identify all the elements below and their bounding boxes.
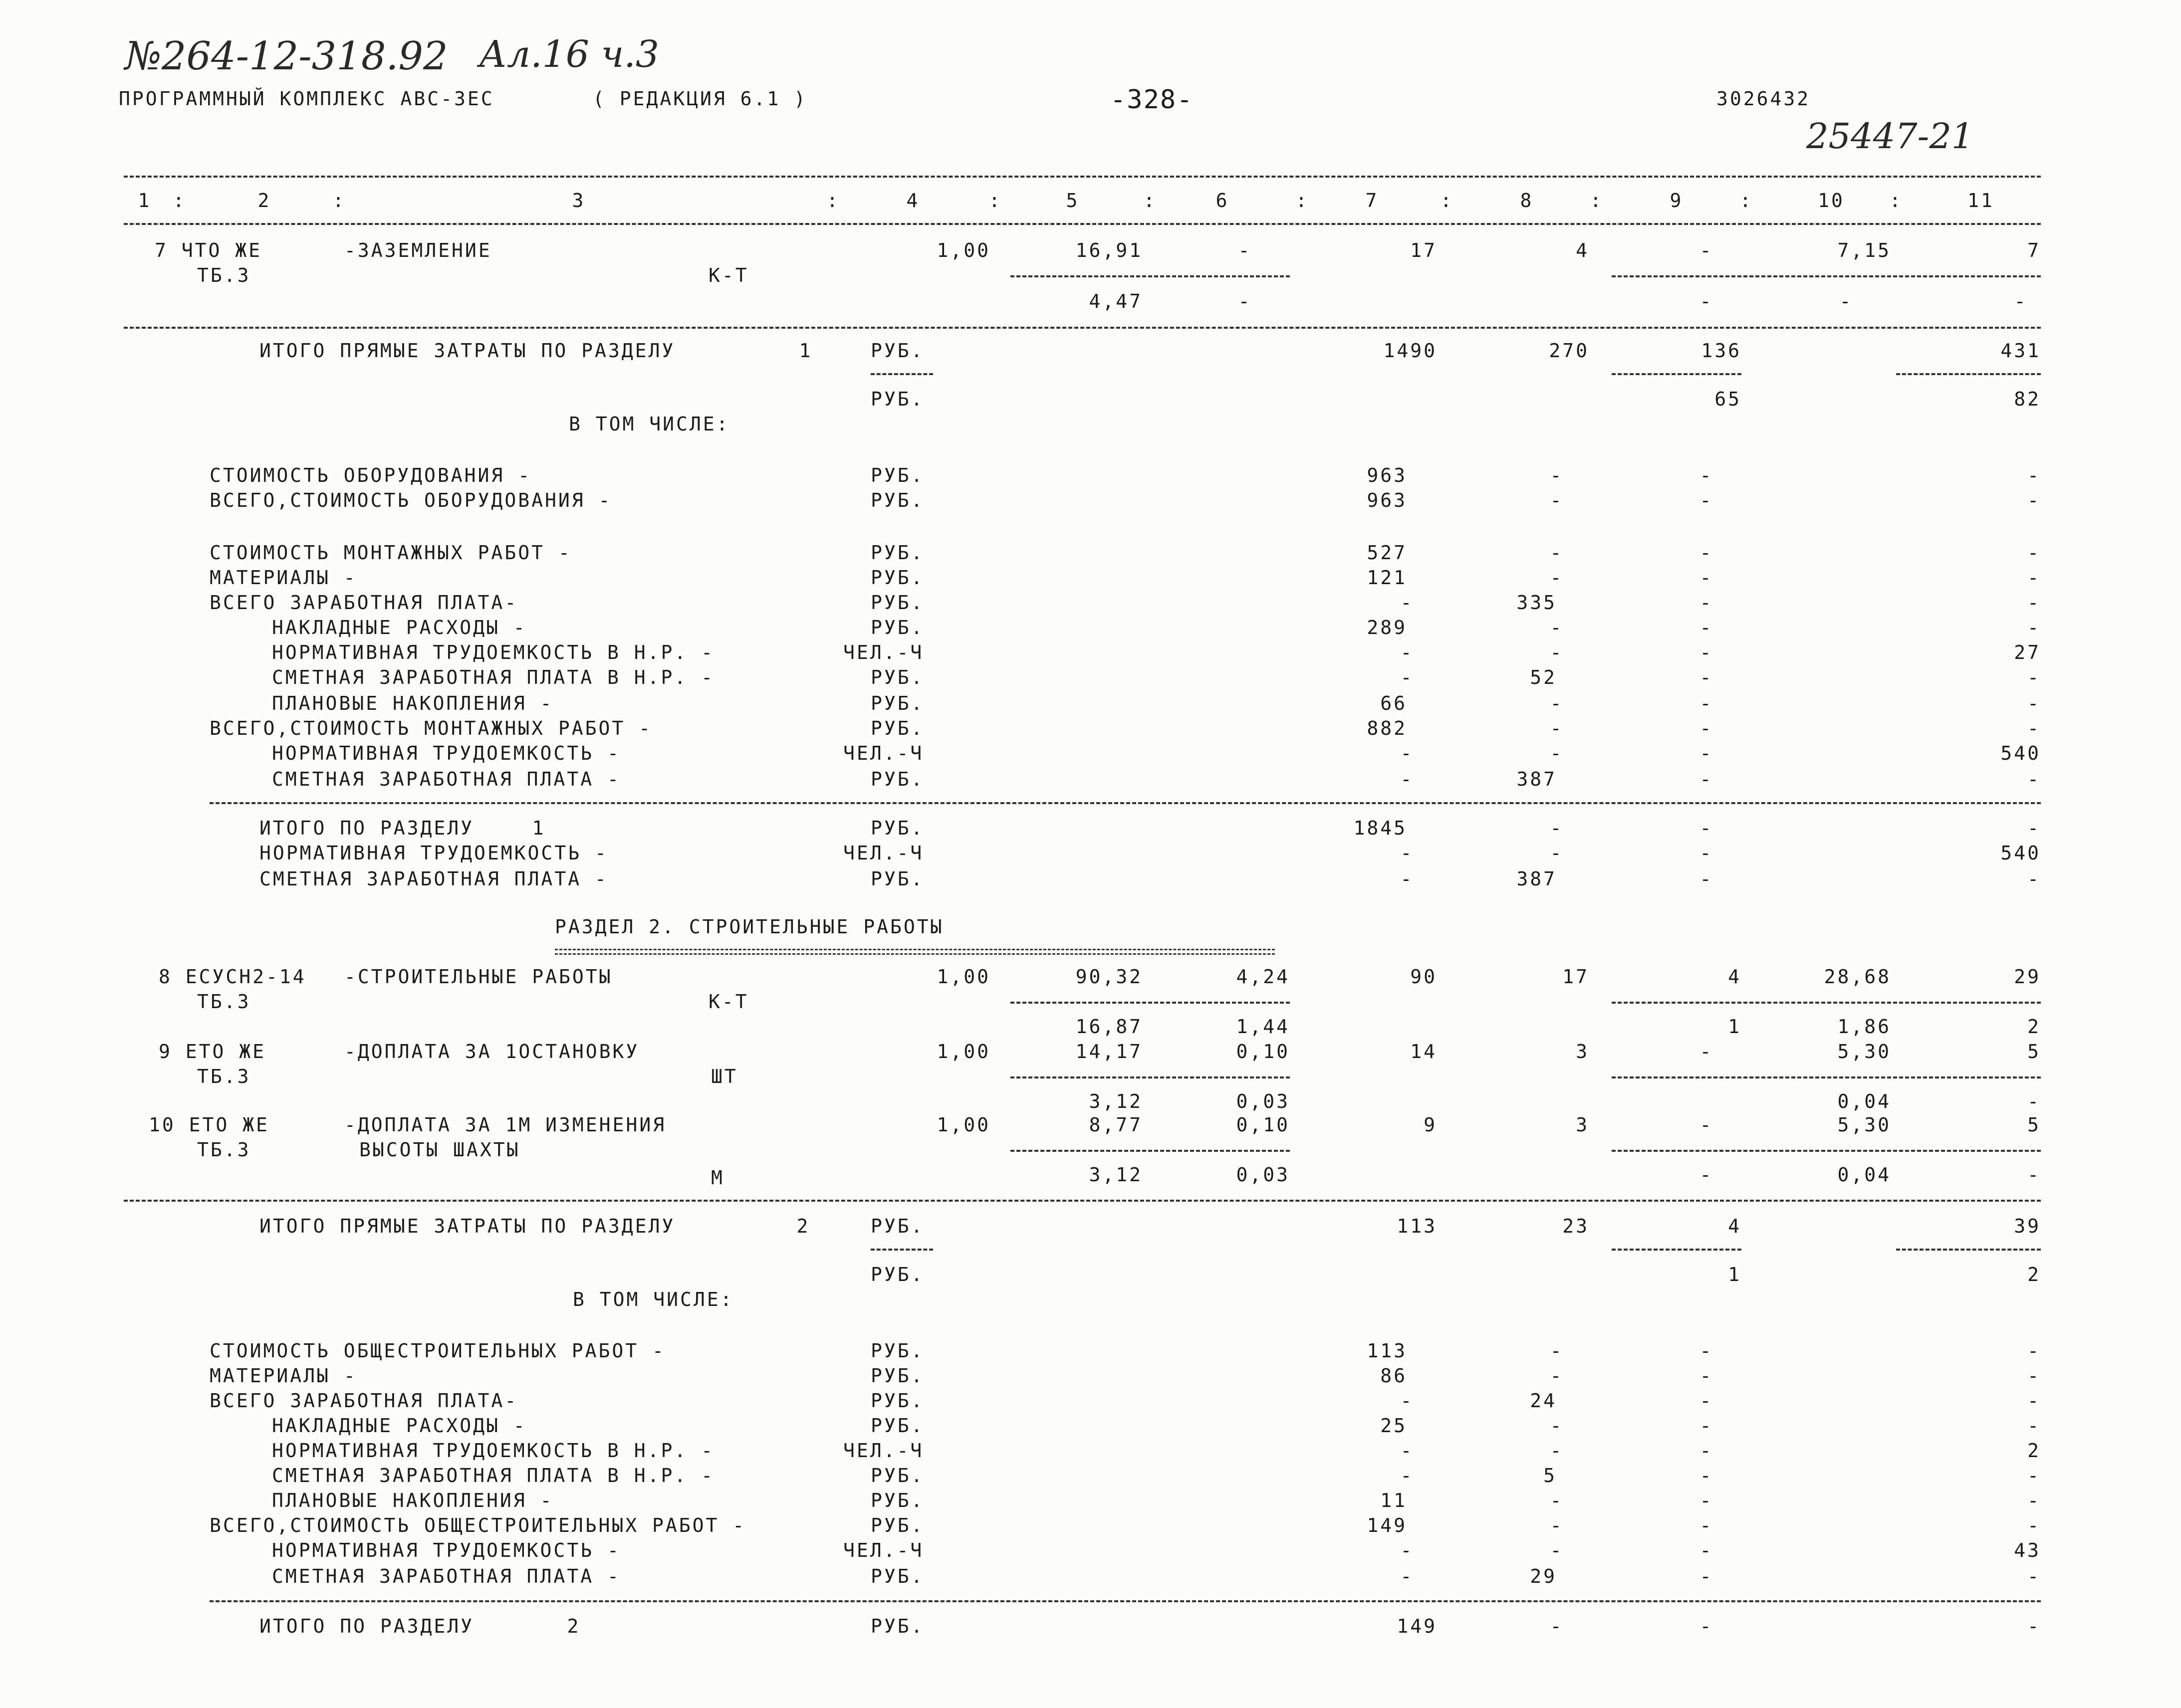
breakdown-cost: 149 xyxy=(1367,1514,1407,1536)
direct-total-cost: 4 xyxy=(1728,1215,1741,1237)
direct-total-cost: 1490 xyxy=(1383,340,1437,362)
breakdown-cost: - xyxy=(1699,692,1713,714)
section-total-cost: - xyxy=(1400,868,1414,890)
direct-total-cost: 23 xyxy=(1562,1215,1589,1237)
direct-total-unit: РУБ. xyxy=(871,340,925,362)
column-separator: : xyxy=(1440,190,1454,212)
section-total-cost: - xyxy=(1550,1615,1564,1637)
direct-total-cost: 65 xyxy=(1714,388,1741,410)
breakdown-cost: - xyxy=(2027,666,2041,688)
item-cost: 28,68 xyxy=(1824,966,1891,988)
column-header: 8 xyxy=(1520,190,1534,212)
section-total-label: ИТОГО ПО РАЗДЕЛУ xyxy=(259,817,475,839)
breakdown-cost: - xyxy=(1550,641,1564,663)
breakdown-label: ВСЕГО ЗАРАБОТНАЯ ПЛАТА- xyxy=(210,1390,518,1412)
breakdown-cost: - xyxy=(1550,717,1564,739)
section-total-cost: 1845 xyxy=(1353,817,1407,839)
breakdown-unit: РУБ. xyxy=(871,464,925,486)
breakdown-label: НОРМАТИВНАЯ ТРУДОЕМКОСТЬ В Н.Р. - xyxy=(272,641,715,663)
breakdown-cost: - xyxy=(1550,692,1564,714)
item-unit: ШТ xyxy=(711,1066,738,1087)
section-rule xyxy=(124,327,2041,329)
section-total-label: НОРМАТИВНАЯ ТРУДОЕМКОСТЬ - xyxy=(259,842,608,864)
breakdown-cost: - xyxy=(1699,1340,1713,1362)
direct-total-cost: 39 xyxy=(2014,1215,2041,1237)
breakdown-label: СТОИМОСТЬ МОНТАЖНЫХ РАБОТ - xyxy=(210,542,572,564)
direct-total-cost: 82 xyxy=(2014,388,2041,410)
item-cost: 3 xyxy=(1576,1041,1589,1063)
item-cost: 9 xyxy=(1424,1114,1437,1136)
breakdown-cost: 29 xyxy=(1530,1565,1557,1587)
section-total-cost: - xyxy=(1550,817,1564,839)
section-total-cost: - xyxy=(1699,1615,1713,1637)
item-cost: 90 xyxy=(1410,966,1437,988)
breakdown-cost: 289 xyxy=(1367,617,1407,639)
breakdown-unit: РУБ. xyxy=(871,542,925,564)
breakdown-cost: - xyxy=(1699,1465,1713,1487)
breakdown-cost: - xyxy=(1699,768,1713,790)
breakdown-cost: - xyxy=(2027,1465,2041,1487)
item-cost: - xyxy=(2014,290,2028,312)
breakdown-cost: - xyxy=(1550,567,1564,589)
cell-dash xyxy=(1612,1076,2041,1078)
breakdown-cost: - xyxy=(2027,717,2041,739)
breakdown-cost: - xyxy=(1550,742,1564,764)
direct-total-cost: 2 xyxy=(2027,1264,2041,1285)
section-total-number: 2 xyxy=(567,1615,581,1637)
item-cost: - xyxy=(1699,1114,1713,1136)
item-cost: - xyxy=(1839,290,1853,312)
section-title: РАЗДЕЛ 2. СТРОИТЕЛЬНЫЕ РАБОТЫ xyxy=(555,916,944,938)
item-qty: 1,00 xyxy=(937,1041,990,1063)
breakdown-cost: - xyxy=(1400,1390,1414,1412)
item-price: 0,03 xyxy=(1236,1164,1290,1186)
breakdown-cost: - xyxy=(1550,1415,1564,1437)
breakdown-unit: ЧЕЛ.-Ч xyxy=(843,641,924,663)
breakdown-cost: 335 xyxy=(1516,592,1557,614)
direct-total-unit: РУБ. xyxy=(871,388,925,410)
item-price: 3,12 xyxy=(1089,1164,1143,1186)
breakdown-cost: 5 xyxy=(1543,1465,1557,1487)
breakdown-cost: - xyxy=(1699,1565,1713,1587)
column-separator: : xyxy=(988,190,1002,212)
breakdown-cost: - xyxy=(1699,641,1713,663)
item-ref: ТБ.3 xyxy=(197,1066,251,1087)
direct-total-section: 1 xyxy=(799,340,813,362)
item-cost: 1 xyxy=(1728,1016,1741,1038)
item-cost: 0,04 xyxy=(1837,1090,1891,1112)
item-cost: 5,30 xyxy=(1837,1041,1891,1063)
breakdown-unit: РУБ. xyxy=(871,768,925,790)
section-total-number: 1 xyxy=(532,817,546,839)
column-header: 3 xyxy=(572,190,586,212)
column-header: 5 xyxy=(1066,190,1080,212)
section-total-label: СМЕТНАЯ ЗАРАБОТНАЯ ПЛАТА - xyxy=(259,868,608,890)
column-separator: : xyxy=(173,190,187,212)
section-total-unit: РУБ. xyxy=(871,1615,925,1637)
item-ref: ТБ.3 xyxy=(197,1139,251,1161)
breakdown-cost: - xyxy=(1699,1539,1713,1561)
item-number: 7 ЧТО ЖЕ xyxy=(155,239,262,261)
cell-dash xyxy=(1896,373,2041,375)
breakdown-cost: - xyxy=(1400,666,1414,688)
breakdown-cost: - xyxy=(1400,1565,1414,1587)
breakdown-cost: 540 xyxy=(2000,742,2041,764)
section-rule xyxy=(124,1200,2041,1202)
cell-dash xyxy=(1896,1249,2041,1251)
breakdown-cost: - xyxy=(1550,542,1564,564)
cell-dash xyxy=(1612,1150,2041,1152)
breakdown-cost: 25 xyxy=(1380,1415,1407,1437)
breakdown-label: ПЛАНОВЫЕ НАКОПЛЕНИЯ - xyxy=(272,1490,554,1511)
item-cost: 17 xyxy=(1410,239,1437,261)
breakdown-cost: - xyxy=(1699,1440,1713,1462)
section-total-unit: РУБ. xyxy=(871,817,925,839)
item-qty: 1,00 xyxy=(937,1114,990,1136)
item-number: 8 ЕСУСН2-14 xyxy=(159,966,306,988)
cell-dash xyxy=(1010,275,1290,277)
breakdown-label: НОРМАТИВНАЯ ТРУДОЕМКОСТЬ - xyxy=(272,742,621,764)
breakdown-unit: РУБ. xyxy=(871,666,925,688)
breakdown-cost: - xyxy=(1400,1539,1414,1561)
breakdown-label: НОРМАТИВНАЯ ТРУДОЕМКОСТЬ В Н.Р. - xyxy=(272,1440,715,1462)
breakdown-label: СТОИМОСТЬ ОБЩЕСТРОИТЕЛЬНЫХ РАБОТ - xyxy=(210,1340,666,1362)
cell-dash xyxy=(871,1249,933,1251)
breakdown-cost: 11 xyxy=(1380,1490,1407,1511)
breakdown-cost: - xyxy=(1699,617,1713,639)
breakdown-cost: - xyxy=(1699,742,1713,764)
breakdown-cost: 527 xyxy=(1367,542,1407,564)
breakdown-unit: РУБ. xyxy=(871,567,925,589)
item-qty: 1,00 xyxy=(937,966,990,988)
column-separator: : xyxy=(1889,190,1903,212)
item-price: 16,87 xyxy=(1075,1016,1143,1038)
breakdown-cost: - xyxy=(2027,542,2041,564)
cell-dash xyxy=(871,373,933,375)
breakdown-label: СМЕТНАЯ ЗАРАБОТНАЯ ПЛАТА В Н.Р. - xyxy=(272,666,715,688)
item-cost: 1,86 xyxy=(1837,1016,1891,1038)
breakdown-cost: - xyxy=(2027,1415,2041,1437)
breakdown-unit: ЧЕЛ.-Ч xyxy=(843,742,924,764)
item-price: - xyxy=(1238,290,1252,312)
column-header: 2 xyxy=(257,190,271,212)
handwritten-stamp-number: 25447-21 xyxy=(1806,116,1974,157)
breakdown-cost: - xyxy=(2027,1514,2041,1536)
breakdown-label: ВСЕГО ЗАРАБОТНАЯ ПЛАТА- xyxy=(210,592,518,614)
breakdown-label: СМЕТНАЯ ЗАРАБОТНАЯ ПЛАТА В Н.Р. - xyxy=(272,1465,715,1487)
breakdown-cost: - xyxy=(2027,617,2041,639)
direct-total-cost: 270 xyxy=(1549,340,1589,362)
item-price: 90,32 xyxy=(1075,966,1143,988)
item-cost: 7,15 xyxy=(1837,239,1891,261)
breakdown-cost: - xyxy=(2027,592,2041,614)
item-cost: 0,04 xyxy=(1837,1164,1891,1186)
item-cost: - xyxy=(1699,1041,1713,1063)
breakdown-cost: - xyxy=(1400,1440,1414,1462)
breakdown-unit: РУБ. xyxy=(871,1415,925,1437)
breakdown-cost: - xyxy=(1699,1415,1713,1437)
handwritten-doc-number: №264-12-318.92 xyxy=(125,34,448,79)
breakdown-cost: - xyxy=(1400,592,1414,614)
breakdown-unit: РУБ. xyxy=(871,489,925,511)
breakdown-label: ВСЕГО,СТОИМОСТЬ МОНТАЖНЫХ РАБОТ - xyxy=(210,717,652,739)
column-separator: : xyxy=(1590,190,1604,212)
breakdown-unit: РУБ. xyxy=(871,1514,925,1536)
breakdown-cost: 113 xyxy=(1367,1340,1407,1362)
breakdown-unit: ЧЕЛ.-Ч xyxy=(843,1440,924,1462)
direct-total-section: 2 xyxy=(796,1215,810,1237)
item-name: -СТРОИТЕЛЬНЫЕ РАБОТЫ xyxy=(344,966,613,988)
item-name: -ЗАЗЕМЛЕНИЕ xyxy=(344,239,492,261)
breakdown-cost: - xyxy=(2027,692,2041,714)
section-total-cost: - xyxy=(1550,842,1564,864)
section-total-cost: - xyxy=(1400,842,1414,864)
breakdown-cost: - xyxy=(2027,567,2041,589)
item-cost: 4 xyxy=(1728,966,1741,988)
item-ref: ТБ.3 xyxy=(197,991,251,1013)
cell-dash xyxy=(1612,1249,1741,1251)
breakdown-cost: - xyxy=(1550,464,1564,486)
item-price: 1,44 xyxy=(1236,1016,1290,1038)
section-total-cost: - xyxy=(1699,817,1713,839)
breakdown-label: ВСЕГО,СТОИМОСТЬ ОБЩЕСТРОИТЕЛЬНЫХ РАБОТ - xyxy=(210,1514,746,1536)
breakdown-cost: 2 xyxy=(2027,1440,2041,1462)
breakdown-cost: - xyxy=(1550,1514,1564,1536)
breakdown-unit: РУБ. xyxy=(871,1465,925,1487)
breakdown-label: НАКЛАДНЫЕ РАСХОДЫ - xyxy=(272,1415,527,1437)
breakdown-cost: - xyxy=(1400,768,1414,790)
item-cost: 29 xyxy=(2014,966,2041,988)
section-total-cost: - xyxy=(2027,817,2041,839)
section-rule xyxy=(210,802,2041,804)
breakdown-cost: - xyxy=(1699,666,1713,688)
breakdown-label: НАКЛАДНЫЕ РАСХОДЫ - xyxy=(272,617,527,639)
item-price: - xyxy=(1238,239,1252,261)
column-separator: : xyxy=(1739,190,1753,212)
breakdown-cost: - xyxy=(1400,1465,1414,1487)
direct-total-cost: 113 xyxy=(1397,1215,1437,1237)
column-header: 6 xyxy=(1215,190,1229,212)
item-cost: 14 xyxy=(1410,1041,1437,1063)
item-cost: 7 xyxy=(2027,239,2041,261)
item-price: 0,10 xyxy=(1236,1114,1290,1136)
section-total-cost: 540 xyxy=(2000,842,2041,864)
item-unit: К-Т xyxy=(709,264,749,286)
breakdown-cost: - xyxy=(1699,717,1713,739)
item-cost: - xyxy=(1699,239,1713,261)
table-header-rule xyxy=(124,223,2041,225)
page-number: -328- xyxy=(1110,85,1194,115)
direct-total-cost: 136 xyxy=(1701,340,1741,362)
item-name: -ДОПЛАТА ЗА 1М ИЗМЕНЕНИЯ xyxy=(344,1114,667,1136)
column-header: 9 xyxy=(1670,190,1684,212)
breakdown-cost: - xyxy=(1550,1340,1564,1362)
item-price: 0,10 xyxy=(1236,1041,1290,1063)
breakdown-cost: - xyxy=(1550,1365,1564,1387)
column-header: 10 xyxy=(1818,190,1845,212)
column-separator: : xyxy=(1295,190,1309,212)
breakdown-cost: 86 xyxy=(1380,1365,1407,1387)
item-unit: М xyxy=(711,1167,725,1189)
breakdown-cost: - xyxy=(1400,641,1414,663)
breakdown-unit: РУБ. xyxy=(871,592,925,614)
item-price: 16,91 xyxy=(1075,239,1143,261)
breakdown-label: СТОИМОСТЬ ОБОРУДОВАНИЯ - xyxy=(210,464,532,486)
breakdown-cost: - xyxy=(1550,1490,1564,1511)
including-label: В ТОМ ЧИСЛЕ: xyxy=(569,413,730,435)
breakdown-cost: 27 xyxy=(2014,641,2041,663)
breakdown-unit: РУБ. xyxy=(871,1565,925,1587)
column-header: 1 xyxy=(138,190,152,212)
column-separator: : xyxy=(826,190,840,212)
cell-dash xyxy=(1612,275,2041,277)
direct-total-cost: 431 xyxy=(2000,340,2041,362)
breakdown-cost: - xyxy=(2027,1340,2041,1362)
breakdown-label: СМЕТНАЯ ЗАРАБОТНАЯ ПЛАТА - xyxy=(272,768,621,790)
item-unit: К-Т xyxy=(709,991,749,1013)
item-cost: - xyxy=(2027,1164,2041,1186)
breakdown-cost: - xyxy=(1699,1365,1713,1387)
breakdown-unit: ЧЕЛ.-Ч xyxy=(843,1539,924,1561)
breakdown-cost: 882 xyxy=(1367,717,1407,739)
breakdown-label: МАТЕРИАЛЫ - xyxy=(210,567,357,589)
direct-total-label: ИТОГО ПРЯМЫЕ ЗАТРАТЫ ПО РАЗДЕЛУ xyxy=(259,340,676,362)
breakdown-cost: - xyxy=(2027,464,2041,486)
breakdown-cost: - xyxy=(1550,1539,1564,1561)
breakdown-cost: - xyxy=(1699,1490,1713,1511)
item-cost: 2 xyxy=(2027,1016,2041,1038)
section-total-cost: - xyxy=(2027,1615,2041,1637)
item-cost: - xyxy=(2027,1090,2041,1112)
breakdown-label: ПЛАНОВЫЕ НАКОПЛЕНИЯ - xyxy=(272,692,554,714)
direct-total-unit: РУБ. xyxy=(871,1215,925,1237)
program-title: ПРОГРАММНЫЙ КОМПЛЕКС АВС-ЗЕС xyxy=(119,88,494,110)
item-cost: 17 xyxy=(1562,966,1589,988)
direct-total-label: ИТОГО ПРЯМЫЕ ЗАТРАТЫ ПО РАЗДЕЛУ xyxy=(259,1215,676,1237)
item-ref: ТБ.3 xyxy=(197,264,251,286)
section-title-underline xyxy=(555,949,1275,955)
breakdown-cost: 121 xyxy=(1367,567,1407,589)
section-total-label: ИТОГО ПО РАЗДЕЛУ xyxy=(259,1615,475,1637)
breakdown-unit: РУБ. xyxy=(871,717,925,739)
breakdown-label: СМЕТНАЯ ЗАРАБОТНАЯ ПЛАТА - xyxy=(272,1565,621,1587)
section-total-cost: - xyxy=(1699,868,1713,890)
breakdown-cost: - xyxy=(2027,1390,2041,1412)
item-cost: 5 xyxy=(2027,1041,2041,1063)
breakdown-cost: - xyxy=(2027,1565,2041,1587)
item-cost: 3 xyxy=(1576,1114,1589,1136)
breakdown-cost: 387 xyxy=(1516,768,1557,790)
section-total-unit: РУБ. xyxy=(871,868,925,890)
breakdown-cost: 43 xyxy=(2014,1539,2041,1561)
section-total-unit: ЧЕЛ.-Ч xyxy=(843,842,924,864)
section-total-cost: - xyxy=(1699,842,1713,864)
breakdown-cost: - xyxy=(1400,742,1414,764)
breakdown-cost: 963 xyxy=(1367,489,1407,511)
breakdown-cost: - xyxy=(1699,542,1713,564)
handwritten-album-ref: Ал.16 ч.3 xyxy=(479,33,660,76)
item-cost: - xyxy=(1699,290,1713,312)
item-cost: 4 xyxy=(1576,239,1589,261)
breakdown-cost: 24 xyxy=(1530,1390,1557,1412)
breakdown-cost: 66 xyxy=(1380,692,1407,714)
breakdown-unit: РУБ. xyxy=(871,617,925,639)
breakdown-unit: РУБ. xyxy=(871,1490,925,1511)
cell-dash xyxy=(1010,1076,1290,1078)
section-total-cost: 387 xyxy=(1516,868,1557,890)
breakdown-cost: - xyxy=(1550,489,1564,511)
section-rule xyxy=(210,1600,2041,1602)
item-cost: - xyxy=(1699,1164,1713,1186)
breakdown-cost: - xyxy=(2027,768,2041,790)
item-price: 0,03 xyxy=(1236,1090,1290,1112)
document-code: 3026432 xyxy=(1716,88,1811,110)
breakdown-unit: РУБ. xyxy=(871,1365,925,1387)
section-total-cost: - xyxy=(2027,868,2041,890)
item-number: 10 ЕТО ЖЕ xyxy=(149,1114,269,1136)
column-separator: : xyxy=(332,190,346,212)
breakdown-cost: - xyxy=(1699,489,1713,511)
item-price: 3,12 xyxy=(1089,1090,1143,1112)
column-separator: : xyxy=(1143,190,1157,212)
cell-dash xyxy=(1612,1002,2041,1004)
breakdown-label: МАТЕРИАЛЫ - xyxy=(210,1365,357,1387)
breakdown-cost: 963 xyxy=(1367,464,1407,486)
breakdown-cost: - xyxy=(2027,1365,2041,1387)
breakdown-cost: - xyxy=(2027,1490,2041,1511)
edition-label: ( РЕДАКЦИЯ 6.1 ) xyxy=(593,88,808,110)
breakdown-cost: 52 xyxy=(1530,666,1557,688)
breakdown-label: ВСЕГО,СТОИМОСТЬ ОБОРУДОВАНИЯ - xyxy=(210,489,612,511)
breakdown-cost: - xyxy=(1550,1440,1564,1462)
column-header: 4 xyxy=(906,190,920,212)
column-header: 11 xyxy=(1967,190,1994,212)
breakdown-cost: - xyxy=(1699,1390,1713,1412)
breakdown-unit: РУБ. xyxy=(871,1340,925,1362)
item-cost: 5 xyxy=(2027,1114,2041,1136)
breakdown-unit: РУБ. xyxy=(871,1390,925,1412)
item-qty: 1,00 xyxy=(937,239,990,261)
direct-total-cost: 1 xyxy=(1728,1264,1741,1285)
section-total-cost: 149 xyxy=(1397,1615,1437,1637)
item-name: -ДОПЛАТА ЗА 1ОСТАНОВКУ xyxy=(344,1041,640,1063)
breakdown-label: НОРМАТИВНАЯ ТРУДОЕМКОСТЬ - xyxy=(272,1539,621,1561)
cell-dash xyxy=(1010,1150,1290,1152)
cell-dash xyxy=(1010,1002,1290,1004)
table-top-rule xyxy=(124,176,2041,178)
item-price: 14,17 xyxy=(1075,1041,1143,1063)
breakdown-cost: - xyxy=(1699,592,1713,614)
item-price: 4,24 xyxy=(1236,966,1290,988)
breakdown-cost: - xyxy=(1699,1514,1713,1536)
breakdown-cost: - xyxy=(2027,489,2041,511)
breakdown-cost: - xyxy=(1699,567,1713,589)
direct-total-unit: РУБ. xyxy=(871,1264,925,1285)
item-cost: 5,30 xyxy=(1837,1114,1891,1136)
breakdown-unit: РУБ. xyxy=(871,692,925,714)
column-header: 7 xyxy=(1365,190,1379,212)
breakdown-cost: - xyxy=(1550,617,1564,639)
item-name-continued: ВЫСОТЫ ШАХТЫ xyxy=(359,1139,520,1161)
breakdown-cost: - xyxy=(1699,464,1713,486)
including-label: В ТОМ ЧИСЛЕ: xyxy=(573,1288,734,1310)
item-price: 4,47 xyxy=(1089,290,1143,312)
item-price: 8,77 xyxy=(1089,1114,1143,1136)
item-number: 9 ЕТО ЖЕ xyxy=(159,1041,266,1063)
cell-dash xyxy=(1612,373,1741,375)
